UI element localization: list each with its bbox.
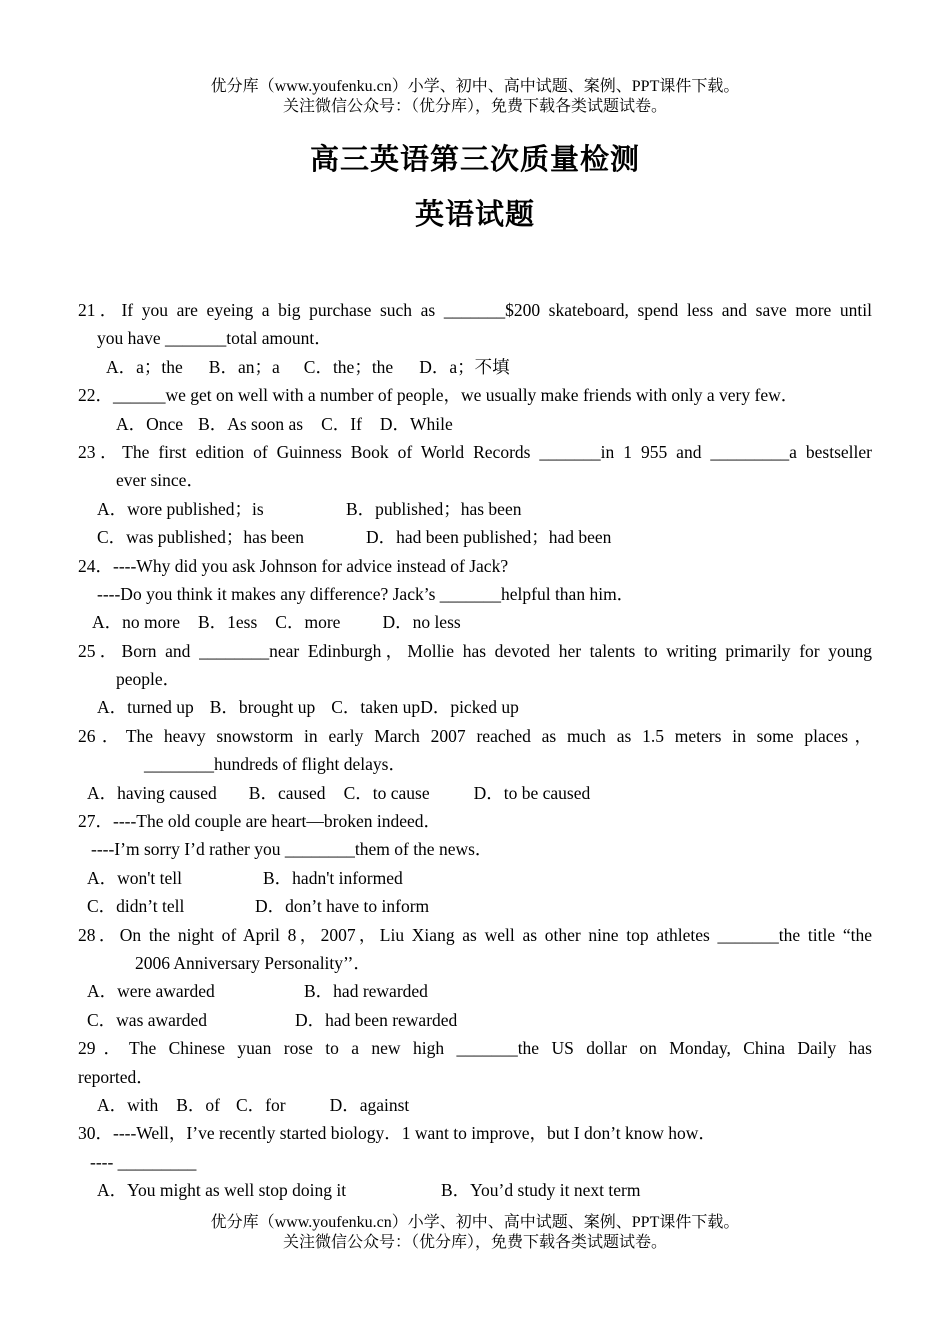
q27-option-b: B．hadn't informed bbox=[263, 867, 403, 888]
q29-stem-line-1: 29．The Chinese yuan rose to a new high _______the US dollar on Monday, China Daily has bbox=[78, 1038, 872, 1059]
q25-option-c: C．taken up bbox=[331, 697, 421, 718]
q21-option-a: A．a；the bbox=[106, 356, 183, 377]
q28-option-d: D．had been rewarded bbox=[295, 1009, 458, 1030]
q28-option-a: A．were awarded bbox=[87, 981, 215, 1002]
q26-stem-line-2: ________hundreds of flight delays． bbox=[144, 754, 406, 775]
q24-option-d: D．no less bbox=[382, 612, 461, 633]
footer-line-1: 优分库（www.youfenku.cn）小学、初中、高中试题、案例、PPT课件下载。 bbox=[210, 1214, 740, 1231]
q25-option-a: A．turned up bbox=[97, 697, 194, 718]
q25-option-d: D．picked up bbox=[420, 697, 519, 718]
q26-option-d: D．to be caused bbox=[473, 782, 591, 803]
q30-options-row-1 bbox=[78, 1176, 872, 1204]
q23-stem-line-1: 23．The first edition of Guinness Book of World Records _______in 1 955 and _________a bestseller bbox=[78, 441, 872, 462]
q25-stem-line-2: people． bbox=[116, 669, 181, 690]
q27-option-a: A．won't tell bbox=[87, 867, 183, 888]
q22-stem-line-1: 22．______we get on well with a number of people，we usually make friends with only a very few． bbox=[78, 385, 799, 406]
q26-option-a: A．having caused bbox=[87, 782, 217, 803]
q29-option-a: A．with bbox=[97, 1094, 159, 1115]
q25-option-b: B．brought up bbox=[209, 697, 316, 718]
q25-stem-line-1: 25．Born and ________near Edinburgh，Mollie has devoted her talents to writing primarily for young bbox=[78, 640, 872, 661]
q27-option-d: D．don’t have to inform bbox=[255, 896, 430, 917]
q24-stem-line-1: 24．----Why did you ask Johnson for advice instead of Jack? bbox=[78, 555, 509, 576]
q22-options bbox=[78, 410, 872, 438]
q23-option-d: D．had been published；had been bbox=[366, 527, 612, 548]
question-list bbox=[78, 296, 872, 1205]
q28-stem-line-1: 28．On the night of April 8，2007，Liu Xiang as well as other nine top athletes _______the title “the bbox=[78, 924, 872, 945]
header-line-2: 关注微信公众号：（优分库），免费下载各类试题试卷。 bbox=[282, 98, 667, 115]
q24-option-c: C．more bbox=[275, 612, 341, 633]
q24-options bbox=[78, 608, 872, 636]
q29-option-c: C．for bbox=[236, 1094, 286, 1115]
q27-options-row-2 bbox=[78, 892, 872, 920]
q26-options bbox=[78, 779, 872, 807]
q30-stem-line-2: ---- _________ bbox=[90, 1151, 197, 1172]
q27-option-c: C．didn’t tell bbox=[87, 896, 185, 917]
exam-title: 高三英语第三次质量检测 bbox=[309, 142, 640, 176]
q25-options bbox=[78, 693, 872, 721]
q21-options bbox=[78, 353, 872, 381]
q21-option-c: C．the；the bbox=[303, 356, 394, 377]
q22-option-c: C．If bbox=[321, 413, 362, 434]
q23-options-row-1 bbox=[78, 495, 872, 523]
q23-option-b: B．published；has been bbox=[346, 498, 522, 519]
q21-option-d: D．a；不填 bbox=[419, 356, 510, 377]
q28-option-c: C．was awarded bbox=[87, 1009, 208, 1030]
q30-stem-line-1: 30．----Well，I’ve recently started biology．1 want to improve，but I don’t know how． bbox=[78, 1123, 716, 1144]
q24-stem-line-2: ----Do you think it makes any difference? Jack’s _______helpful than him． bbox=[97, 583, 635, 604]
q28-stem-line-2: 2006 Anniversary Personality’’． bbox=[135, 952, 371, 973]
q27-stem-line-2: ----I’m sorry I’d rather you ________them of the news． bbox=[91, 839, 493, 860]
q27-options-row-1 bbox=[78, 864, 872, 892]
footer-line-2: 关注微信公众号：（优分库），免费下载各类试题试卷。 bbox=[282, 1234, 667, 1251]
q30-option-a: A．You might as well stop doing it bbox=[97, 1180, 347, 1201]
q22-option-d: D．While bbox=[379, 413, 453, 434]
q26-stem-line-1: 26．The heavy snowstorm in early March 2007 reached as much as 1.5 meters in some places， bbox=[78, 725, 872, 746]
q23-options-row-2 bbox=[78, 523, 872, 551]
exam-subtitle: 英语试题 bbox=[414, 197, 535, 231]
q23-option-c: C．was published；has been bbox=[97, 527, 305, 548]
q29-options bbox=[78, 1091, 872, 1119]
q28-option-b: B．had rewarded bbox=[304, 981, 428, 1002]
q29-stem-line-2: reported． bbox=[78, 1066, 154, 1087]
q26-option-c: C．to cause bbox=[343, 782, 430, 803]
q24-option-b: B．1ess bbox=[197, 612, 258, 633]
q27-stem-line-1: 27．----The old couple are heart—broken indeed． bbox=[78, 811, 441, 832]
q24-option-a: A．no more bbox=[92, 612, 180, 633]
q29-option-d: D．against bbox=[329, 1094, 410, 1115]
q21-option-b: B．an；a bbox=[208, 356, 280, 377]
q26-option-b: B．caused bbox=[248, 782, 326, 803]
q30-option-b: B．You’d study it next term bbox=[441, 1180, 641, 1201]
q29-option-b: B．of bbox=[176, 1094, 220, 1115]
q28-options-row-1 bbox=[78, 977, 872, 1005]
q23-option-a: A．wore published；is bbox=[97, 498, 264, 519]
q22-option-b: B．As soon as bbox=[198, 413, 304, 434]
page-footer bbox=[0, 1213, 950, 1253]
q22-option-a: A．Once bbox=[116, 413, 184, 434]
q28-options-row-2 bbox=[78, 1006, 872, 1034]
header-line-1: 优分库（www.youfenku.cn）小学、初中、高中试题、案例、PPT课件下载。 bbox=[210, 78, 740, 95]
q23-stem-line-2: ever since． bbox=[116, 470, 204, 491]
q21-stem-line-2: you have _______total amount． bbox=[97, 328, 332, 349]
page-header bbox=[0, 77, 950, 117]
q21-stem-line-1: 21．If you are eyeing a big purchase such as _______$200 skateboard, spend less and save more until bbox=[78, 300, 872, 320]
